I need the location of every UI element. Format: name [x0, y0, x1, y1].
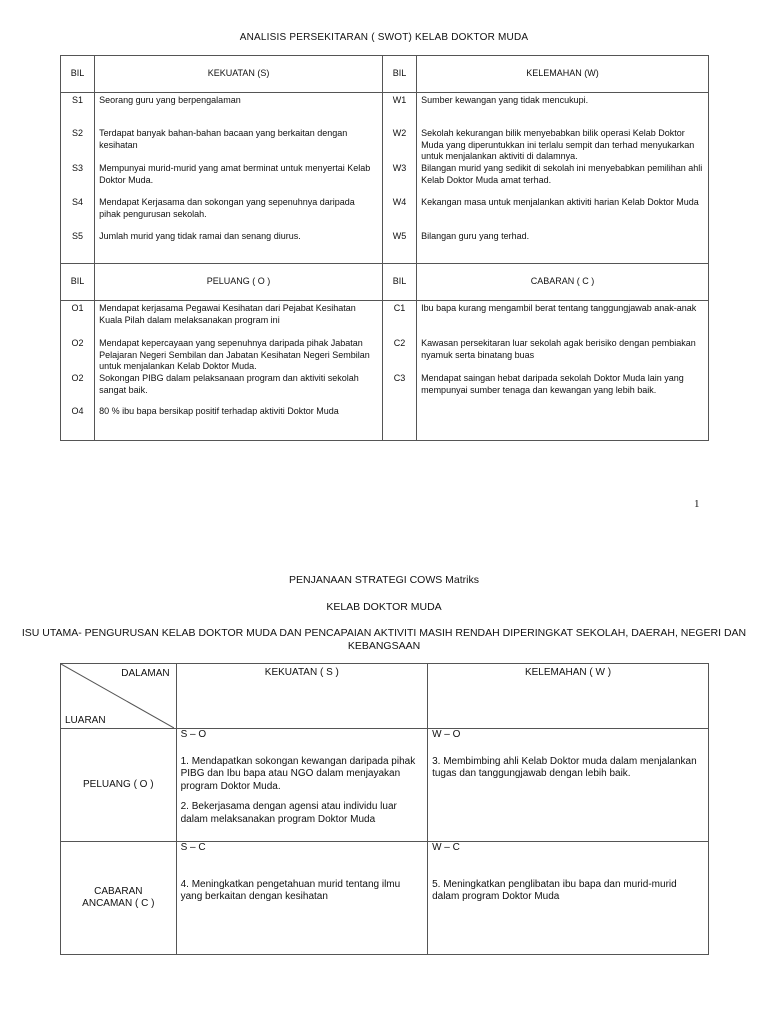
header-bil: BIL — [61, 264, 95, 301]
row-header-peluang: PELUANG ( O ) — [61, 729, 177, 842]
swot-table — [60, 55, 709, 441]
row-code: S5 — [61, 231, 95, 264]
row-text: Mendapat saingan hebat daripada sekolah Doktor Muda lain yang mempunyai sumber tenaga dan kewangan yang lebih baik. — [417, 373, 709, 406]
row-code: C1 — [382, 301, 416, 339]
row-text: Mendapat kepercayaan yang sepenuhnya daripada pihak Jabatan Pelajaran Negeri Sembilan dan Jabatan Kesihatan Negeri Sembilan untuk menjalankan Kelab Doktor Muda. — [95, 338, 383, 373]
row-text: Bilangan guru yang terhad. — [417, 231, 709, 264]
row-text: Sokongan PIBG dalam pelaksanaan program dan aktiviti sekolah sangat baik. — [95, 373, 383, 406]
table-row — [61, 197, 709, 231]
corner-luaran: LUARAN — [65, 714, 106, 726]
matrix-header-row — [61, 664, 709, 729]
table-row — [61, 163, 709, 197]
row-text: 80 % ibu bapa bersikap positif terhadap aktiviti Doktor Muda — [95, 406, 383, 441]
cell-code: S – C — [180, 842, 206, 853]
cows-matrix — [60, 663, 709, 955]
cell-code: W – C — [432, 842, 460, 853]
table-row — [61, 231, 709, 264]
row-text: Bilangan murid yang sedikit di sekolah ini menyebabkan pemilihan ahli Kelab Doktor Muda amat terhad. — [417, 163, 709, 197]
cell-s-o — [176, 729, 427, 842]
table-row — [61, 93, 709, 129]
row-text: Sumber kewangan yang tidak mencukupi. — [417, 93, 709, 129]
cows-title: PENJANAAN STRATEGI COWS Matriks — [289, 574, 479, 586]
row-text — [417, 406, 709, 441]
main-issue: ISU UTAMA- PENGURUSAN KELAB DOKTOR MUDA DAN PENCAPAIAN AKTIVITI MASIH RENDAH DIPERINGKAT SEKOLAH, DAERAH, NEGERI DAN KEBANGSAAN — [21, 627, 747, 652]
header-kelemahan: KELEMAHAN (W) — [417, 56, 709, 93]
row-text: Mendapat Kerjasama dan sokongan yang sepenuhnya daripada pihak pengurusan sekolah. — [95, 197, 383, 231]
col-header-kelemahan: KELEMAHAN ( W ) — [428, 664, 709, 729]
row-text: Jumlah murid yang tidak ramai dan senang diurus. — [95, 231, 383, 264]
row-code: S4 — [61, 197, 95, 231]
row-code: W3 — [382, 163, 416, 197]
row-header-cabaran — [61, 842, 177, 955]
row-header-cabaran-line1: CABARAN — [94, 885, 143, 897]
row-code: O2 — [61, 373, 95, 406]
table-row — [61, 128, 709, 163]
cows-subtitle: KELAB DOKTOR MUDA — [326, 601, 442, 613]
strategy-item: 5. Meningkatkan penglibatan ibu bapa dan murid-murid dalam program Doktor Muda — [432, 878, 677, 902]
matrix-row-peluang — [61, 729, 709, 842]
row-text: Sekolah kekurangan bilik menyebabkan bilik operasi Kelab Doktor Muda yang diperuntukkan ini terlalu sempit dan terhad menyukarkan untuk menjalankan aktiviti di dalamnya. — [417, 128, 709, 163]
row-text: Kekangan masa untuk menjalankan aktiviti harian Kelab Doktor Muda — [417, 197, 709, 231]
row-text: Kawasan persekitaran luar sekolah agak berisiko dengan pembiakan nyamuk serta binatang buas — [417, 338, 709, 373]
row-code: C2 — [382, 338, 416, 373]
header-peluang: PELUANG ( O ) — [95, 264, 383, 301]
row-code: C3 — [382, 373, 416, 406]
row-text: Mendapat kerjasama Pegawai Kesihatan dari Pejabat Kesihatan Kuala Pilah dalam melaksanakan program ini — [95, 301, 383, 339]
row-code: W5 — [382, 231, 416, 264]
row-code — [382, 406, 416, 441]
row-code: W1 — [382, 93, 416, 129]
page-number: 1 — [694, 498, 700, 510]
row-code: O1 — [61, 301, 95, 339]
swot-title: ANALISIS PERSEKITARAN ( SWOT) KELAB DOKTOR MUDA — [239, 32, 529, 43]
row-code: S2 — [61, 128, 95, 163]
row-code: S3 — [61, 163, 95, 197]
matrix-corner-cell — [61, 664, 177, 729]
row-code: S1 — [61, 93, 95, 129]
cell-code: W – O — [432, 729, 461, 740]
table-row — [61, 338, 709, 373]
header-bil: BIL — [382, 264, 416, 301]
table-row — [61, 406, 709, 441]
table-header-row — [61, 56, 709, 93]
corner-dalaman: DALAMAN — [121, 668, 170, 679]
header-kekuatan: KEKUATAN (S) — [95, 56, 383, 93]
cell-code: S – O — [180, 729, 207, 740]
row-header-cabaran-line2: ANCAMAN ( C ) — [82, 898, 155, 909]
header-cabaran: CABARAN ( C ) — [417, 264, 709, 301]
row-text: Terdapat banyak bahan-bahan bacaan yang berkaitan dengan kesihatan — [95, 128, 383, 163]
table-row — [61, 373, 709, 406]
row-code: O2 — [61, 338, 95, 373]
col-header-kekuatan: KEKUATAN ( S ) — [176, 664, 427, 729]
strategy-item: 2. Bekerjasama dengan agensi atau individu luar dalam melaksanakan program Doktor Muda — [180, 801, 397, 825]
header-bil: BIL — [382, 56, 416, 93]
row-code: O4 — [61, 406, 95, 441]
strategy-item: 4. Meningkatkan pengetahuan murid tentang ilmu yang berkaitan dengan kesihatan — [180, 878, 401, 902]
row-text: Ibu bapa kurang mengambil berat tentang tanggungjawab anak-anak — [417, 301, 709, 339]
row-code: W2 — [382, 128, 416, 163]
matrix-row-cabaran — [61, 842, 709, 955]
row-text: Mempunyai murid-murid yang amat berminat untuk menyertai Kelab Doktor Muda. — [95, 163, 383, 197]
strategy-item: 3. Membimbing ahli Kelab Doktor muda dalam menjalankan tugas dan tanggungjawab dengan lebih baik. — [432, 755, 697, 779]
table-header-row — [61, 264, 709, 301]
header-bil: BIL — [61, 56, 95, 93]
row-code: W4 — [382, 197, 416, 231]
strategy-item: 1. Mendapatkan sokongan kewangan daripada pihak PIBG dan Ibu bapa atau NGO dalam menjayakan program Doktor Muda. — [180, 755, 416, 792]
cell-s-c — [176, 842, 427, 955]
row-text: Seorang guru yang berpengalaman — [95, 93, 383, 129]
cell-w-o — [428, 729, 709, 842]
table-row — [61, 301, 709, 339]
cell-w-c — [428, 842, 709, 955]
